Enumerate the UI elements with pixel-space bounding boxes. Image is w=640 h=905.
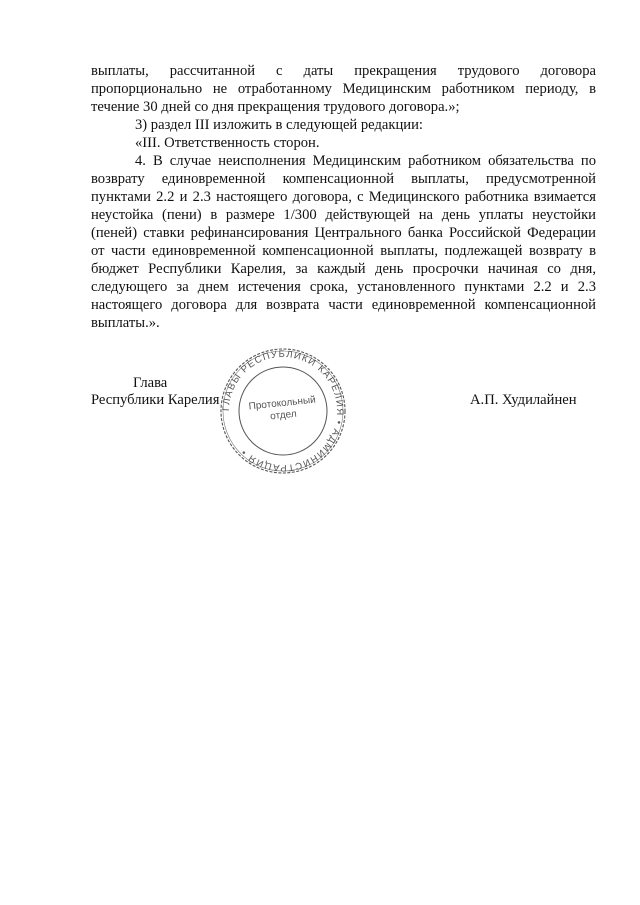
official-stamp — [218, 346, 348, 476]
paragraph-4: 4. В случае неисполнения Медицинским работником обязательства по возврату единовременной компенсационной выплаты, предусмотренной пунктами 2.2 и 2.3 настоящего договора, с Медицинского работника взимается неустойка (пени) в размере 1/300 действующей на день уплаты неустойки (пеней) ставки рефинансирования Центрального банка Российской Федерации от части единовременной компенсационной выплаты, подлежащей возврату в бюджет Республики Карелия, за каждый день просрочки начиная со дня, следующего за днем истечения срока, установленного пунктами 2.2 и 2.3 настоящего договора для возврата части единовременной компенсационной выплаты.». — [91, 153, 596, 331]
paragraph-3: «III. Ответственность сторон. — [135, 135, 320, 151]
stamp-outer-text: ГЛАВЫ РЕСПУБЛИКИ КАРЕЛИЯ • АДМИНИСТРАЦИЯ • — [220, 348, 346, 474]
document-body — [91, 62, 596, 332]
paragraph-2: 3) раздел III изложить в следующей редакции: — [135, 117, 423, 133]
paragraph-1: выплаты, рассчитанной с даты прекращения трудового договора пропорционально не отработанному Медицинским работником периоду, в течение 30 дней со дня прекращения трудового договора.»; — [91, 63, 596, 115]
signature-region: Республики Карелия — [91, 392, 220, 408]
signature-title: Глава — [133, 375, 168, 391]
stamp-inner-line1: Протокольный — [248, 394, 317, 413]
signatory-name: А.П. Худилайнен — [470, 392, 577, 408]
stamp-inner-line2: отдел — [269, 408, 298, 423]
